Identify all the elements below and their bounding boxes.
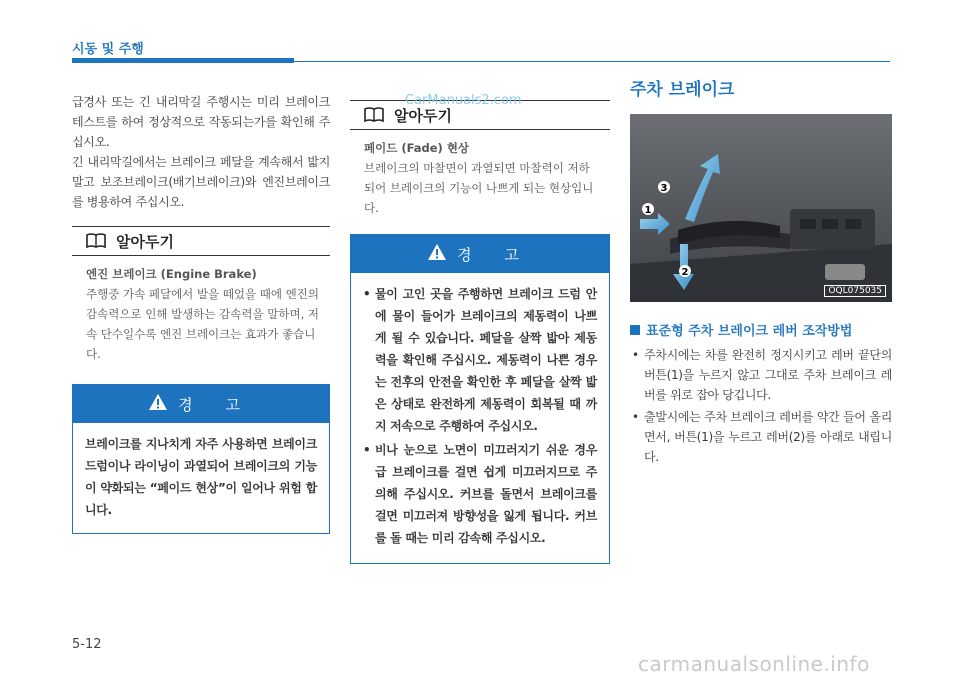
watermark-top: CarManuals2.com <box>405 93 522 108</box>
note-body <box>72 256 330 364</box>
book-icon <box>364 107 384 123</box>
column-left <box>72 92 330 534</box>
paragraph-downhill: 긴 내리막길에서는 브레이크 페달을 계속해서 밟지 말고 보조브레이크(배기브레이크)와 엔진브레이크를 병용하여 주십시오. <box>72 155 330 209</box>
lever-operation-list <box>630 345 892 467</box>
parking-brake-heading: 주차 브레이크 <box>630 80 735 100</box>
photo-code: OQL075035 <box>824 285 886 297</box>
callout-2: 2 <box>681 267 689 278</box>
lever-step-park: • 주차시에는 차를 완전히 정지시키고 레버 끝단의 버튼(1)을 누르지 않고 그대로 주차 브레이크 레버를 위로 잡아 당깁니다. <box>630 345 892 405</box>
warning-title: 경 고 <box>457 245 533 264</box>
page-number: 5-12 <box>72 637 102 652</box>
note-text: 브레이크의 마찰면이 과열되면 마찰력이 저하되어 브레이크의 기능이 나쁘게 되는 현상입니다. <box>364 161 594 215</box>
lever-operation-heading <box>630 320 892 339</box>
column-middle <box>350 92 610 564</box>
note-subtitle: 페이드 (Fade) 현상 <box>364 141 470 155</box>
lever-operation-title: 표준형 주차 브레이크 레버 조작방법 <box>646 324 853 339</box>
section-title: 시동 및 주행 <box>72 42 144 57</box>
note-title: 알아두기 <box>394 106 452 125</box>
square-bullet-icon <box>630 325 640 335</box>
note-title: 알아두기 <box>116 232 174 251</box>
header-bar-thin <box>294 61 890 62</box>
warning-body <box>351 273 609 563</box>
warning-item-slippery: • 비나 눈으로 노면이 미끄러지기 쉬운 경우 급 브레이크를 걸면 쉽게 미끄러지므로 주의해 주십시오. 커브를 돌면서 브레이크를 걸면 미끄러져 방향성을 잃게 됩니다. 커브를 돌 때는 미리 감속해 주십시오. <box>363 439 597 549</box>
warning-list <box>363 283 597 549</box>
note-text: 주행중 가속 페달에서 발을 떼었을 때에 엔진의 감속력으로 인해 발생하는 감속력을 말하며, 저속 단수일수록 엔진 브레이크는 효과가 좋습니다. <box>86 287 320 361</box>
warning-item-water: • 물이 고인 곳을 주행하면 브레이크 드럼 안에 물이 들어가 브레이크의 제동력이 나쁘게 될 수 있습니다. 페달을 살짝 밟아 제동력을 확인해 주십시오. 제동력이 나쁜 경우는 전후의 안전을 확인한 후 페달을 살짝 밟은 상태로 완전하게 제동력이 회복될 때 까지 저속으로 주행하여 주십시오. <box>363 283 597 437</box>
warning-text: 브레이크를 지나치게 자주 사용하면 브레이크 드럼이나 라이닝이 과열되어 브레이크의 기능이 약화되는 “페이드 현상”이 일어나 위험 합니다. <box>85 437 317 517</box>
callout-1: 1 <box>644 205 652 216</box>
callout-3: 3 <box>660 183 668 194</box>
note-header <box>72 226 330 256</box>
warning-triangle-icon <box>427 243 447 265</box>
header-bar-thick <box>72 58 294 63</box>
book-icon <box>86 233 106 249</box>
lever-step-depart: • 출발시에는 주차 브레이크 레버를 약간 들어 올리면서, 버튼(1)을 누르고 레버(2)를 아래로 내립니다. <box>630 407 892 467</box>
warning-header <box>73 385 329 423</box>
column-right <box>630 75 892 469</box>
warning-triangle-icon <box>148 393 168 415</box>
parking-brake-photo <box>630 114 892 302</box>
watermark-bottom: carmanualsonline.info <box>638 652 870 676</box>
note-body-fade <box>350 130 610 218</box>
note-subtitle: 엔진 브레이크 (Engine Brake) <box>86 267 257 281</box>
warning-box-road <box>350 234 610 564</box>
paragraph-brake-test: 급경사 또는 긴 내리막길 주행시는 미리 브레이크 테스트를 하여 정상적으로 작동되는가를 확인해 주십시오. <box>72 95 330 149</box>
warning-title: 경 고 <box>178 395 254 414</box>
warning-header <box>351 235 609 273</box>
warning-box <box>72 384 330 534</box>
